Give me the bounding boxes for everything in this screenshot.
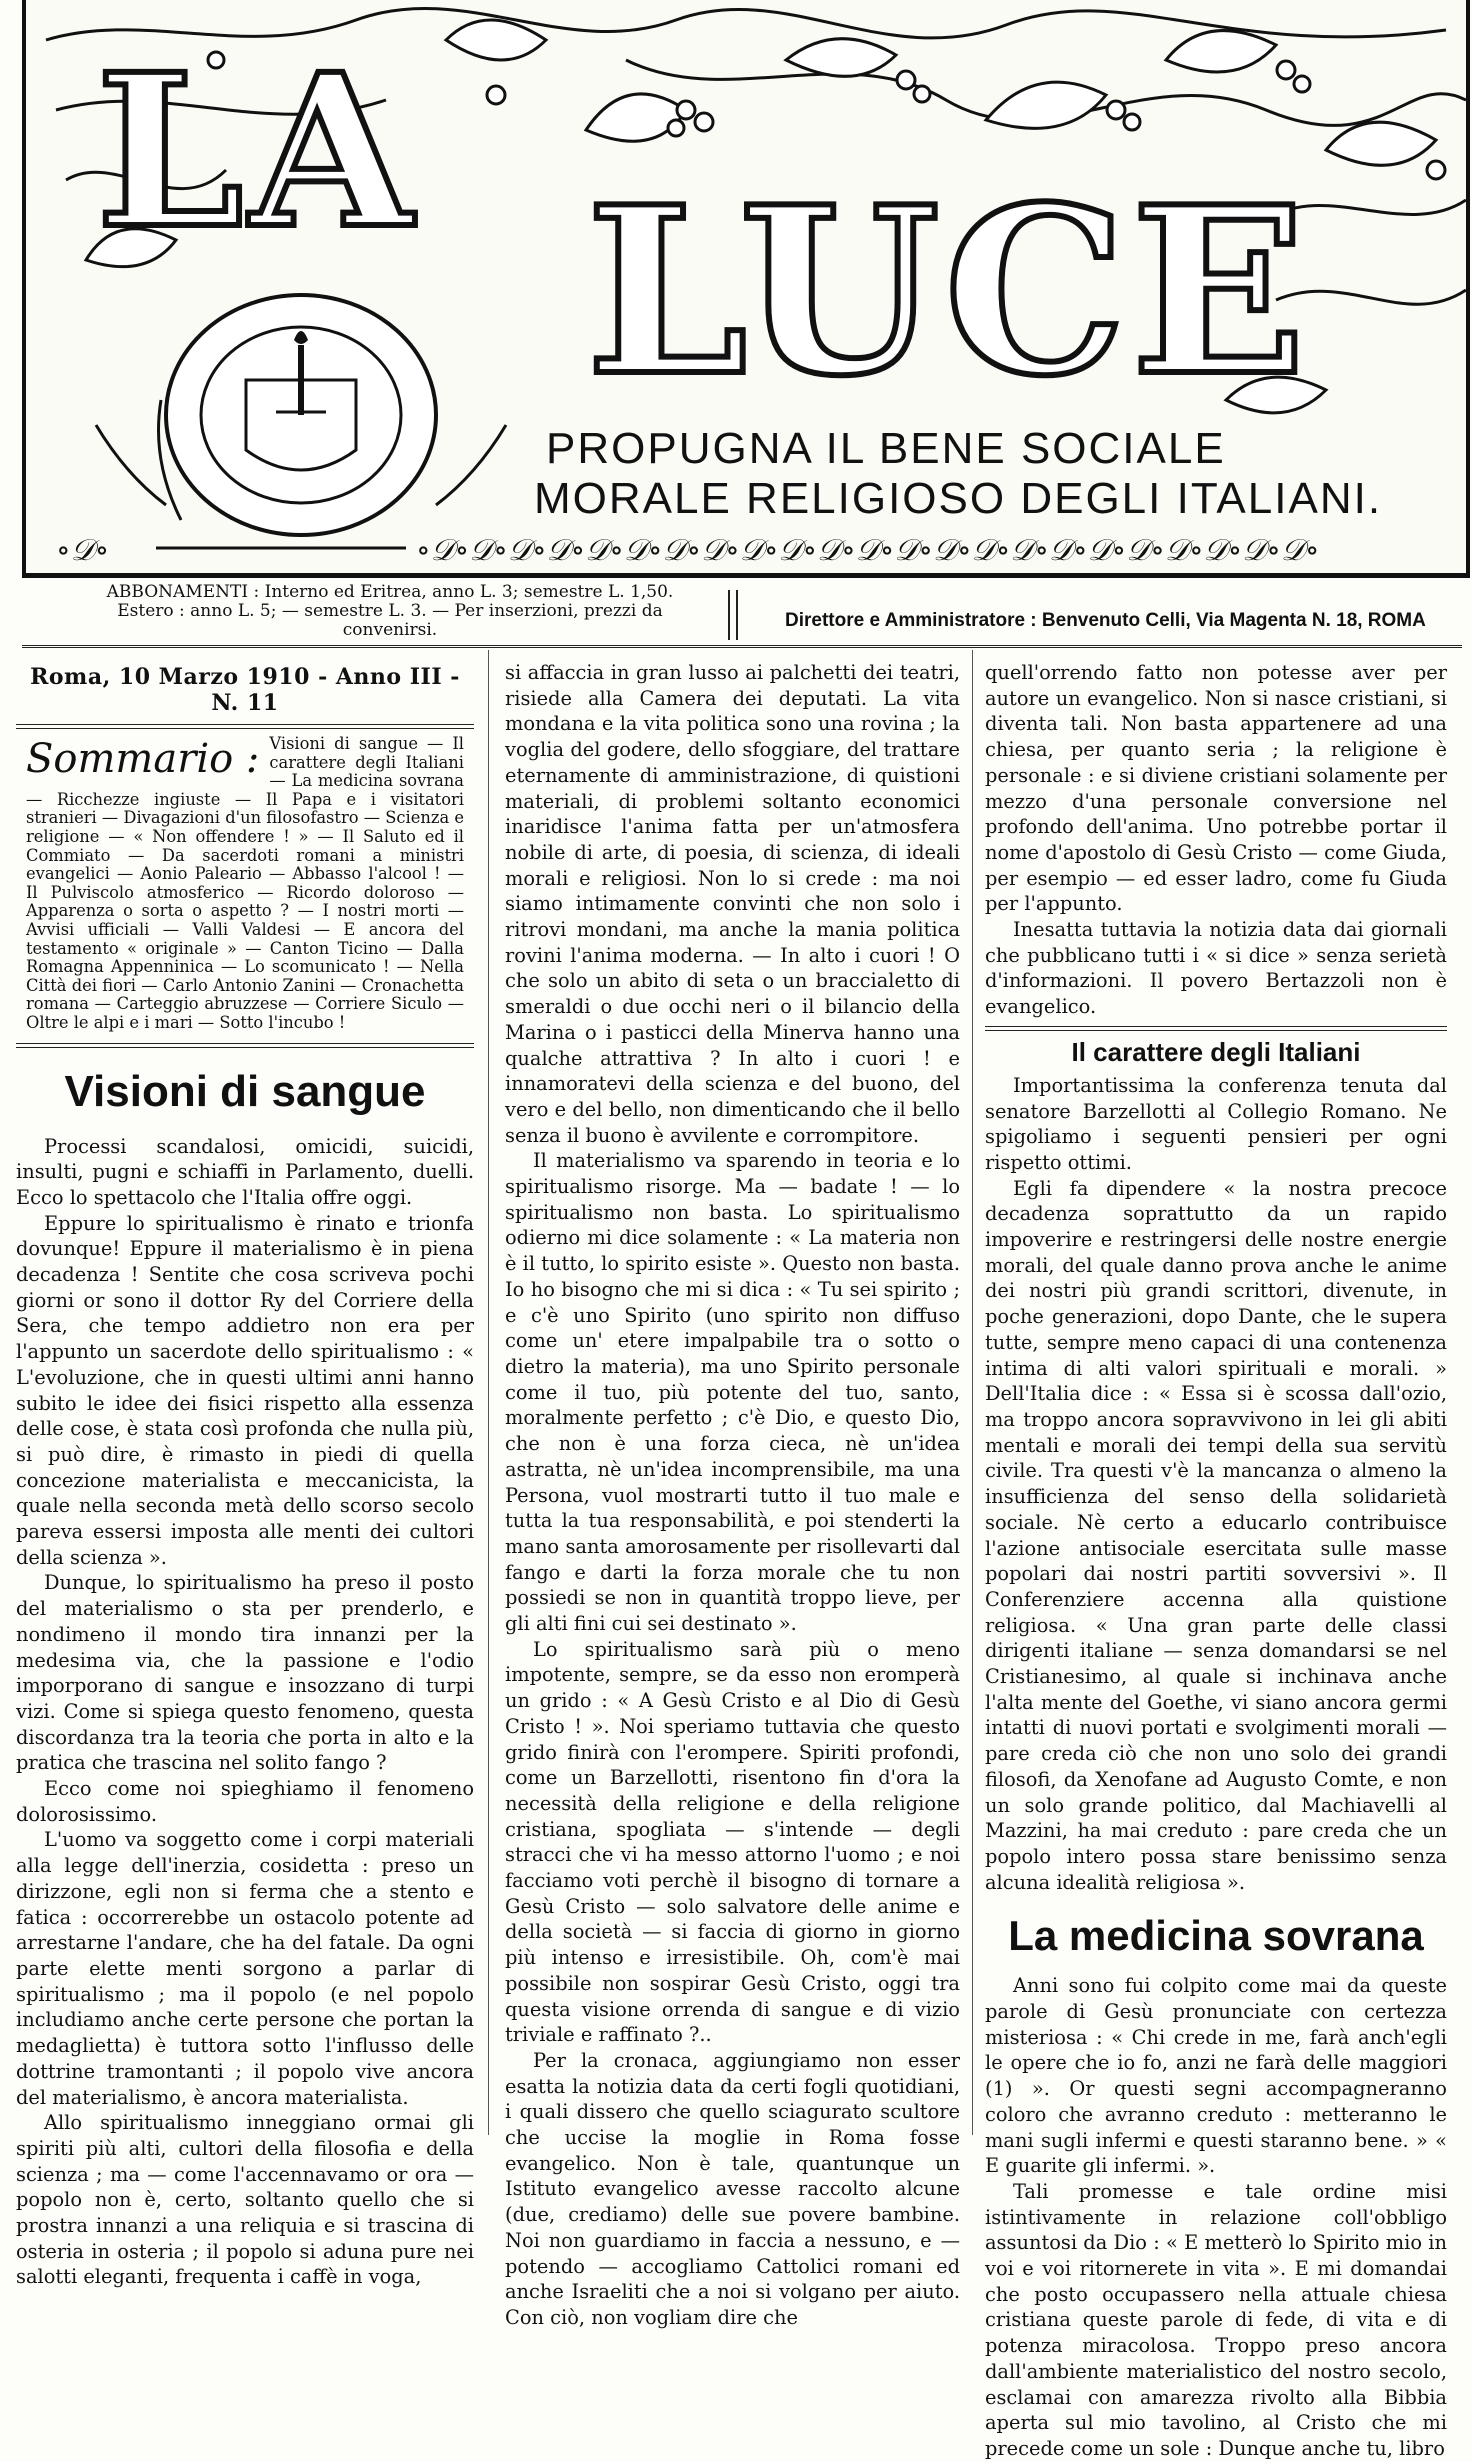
paragraph: Tali promesse e tale ordine misi istintivamente in relazione coll'obbligo assuntosi da Dio : « E metterò lo Spirito mio in voi e voi ritornerete in vita ». E mi domandai che posto occupassero nella attuale chiesa cristiana queste parole di fede, di vita e di potenza miracolosa. Troppo preso ancora dall'ambiente materialistico del nostro secolo, esclamai con amarezza rivolto alla Bibbia aperta sul mio tavolino, al Cristo che mi precede come un sole : Dunque anche tu, libro bbox=[985, 2179, 1447, 2460]
paragraph: Processi scandalosi, omicidi, suicidi, insulti, pugni e schiaffi in Parlamento, duelli. Ecco lo spettacolo che l'Italia offre oggi. bbox=[16, 1134, 474, 1209]
column-1 bbox=[16, 660, 474, 2290]
column-3 bbox=[985, 660, 1447, 2462]
strip-divider bbox=[728, 590, 738, 640]
paragraph: Allo spiritualismo inneggiano ormai gli spiriti più alti, cultori della filosofia e della scienza ; ma — come l'accennavamo or ora — popolo non è, certo, soltanto quello che si prostra innanzi a una reliquia e si trascina di osteria in osteria ; il popolo si aduna pure nei salotti eleganti, frequenta i caffè in voga, bbox=[16, 2111, 474, 2289]
seal-emblem bbox=[96, 295, 506, 535]
article-title-medicina: La medicina sovrana bbox=[1008, 1912, 1424, 1960]
article-title-visioni: Visioni di sangue bbox=[64, 1066, 426, 1116]
column-rule-1 bbox=[488, 650, 489, 2135]
paragraph: Dunque, lo spiritualismo ha preso il posto del materialismo o sta per prenderlo, e nondimeno il mondo tira innanzi per la medesima via, che la passione e l'odio imporporano di sangue e insozzano di turpi vizi. Come si spiega questo fenomeno, questa discordanza tra la teoria che porta in alto e la pratica che trascina nel solito fango ? bbox=[16, 1571, 474, 1775]
svg-text:∘𝒟∘: ∘𝒟∘ bbox=[56, 533, 110, 568]
title-la: LA bbox=[96, 28, 419, 275]
strip-rule bbox=[22, 645, 1462, 648]
paragraph: Egli fa dipendere « la nostra precoce decadenza soprattutto da un rapido impoverire e restringersi delle nostre energie morali, del quale danno prova anche le anime dei nostri più grandi scrittori, divenute, in poche generazioni, dopo Dante, che le supera tutte, sempre meno capaci di una contenenza intima di alti valori spirituali e morali. » Dell'Italia dice : « Essa si è scossa dall'ozio, ma troppo ancora sopravvivono in lei gli abiti mentali e morali dei tempi della sua servitù civile. Tra questi v'è la mancanza o almeno la insufficienza del senso della solidarietà sociale. Nè certo a educarlo contribuisce l'azione antisociale esercitata sulle masse popolari dai nostri partiti sovversivi ». Il Conferenziere accenna alla quistione religiosa. « Una gran parte delle classi dirigenti italiane — senza domandarsi se nel Cristianesimo, al quale si inchinava anche l'alta mente del Goethe, vi siano ancora germi intatti di nuovi portati e svolgimenti morali — pare creda ciò che non uno solo dei grandi filosofi, da Xenofane ad Augusto Comte, e non un solo grande politico, dal Machiavelli al Mazzini, ha mai creduto : pare creda che un popolo intero possa stare benissimo senza alcuna idealità religiosa ». bbox=[985, 1176, 1447, 1894]
paragraph: Anni sono fui colpito come mai da queste parole di Gesù pronunciate con certezza misteriosa : « Chi crede in me, farà anch'egli le opere che io fo, anzi ne farà delle maggiori (1) ». Or questi segni accompagneranno coloro che avranno creduto : metteranno le mani sugli infermi e questi staranno bene. » « E guarite gli infermi. ». bbox=[985, 1974, 1447, 2178]
column-2 bbox=[505, 660, 960, 2331]
svg-text:∘𝒟∘𝒟∘𝒟∘𝒟∘𝒟∘𝒟∘𝒟∘𝒟∘𝒟∘𝒟: ∘𝒟∘𝒟∘𝒟∘𝒟∘𝒟∘𝒟∘𝒟∘𝒟∘𝒟∘𝒟∘𝒟∘𝒟∘𝒟∘𝒟∘𝒟∘𝒟∘𝒟∘𝒟∘𝒟∘𝒟∘𝒟∘𝒟∘𝒟∘ bbox=[416, 533, 1320, 568]
motto-line-1: PROPUGNA IL BENE SOCIALE bbox=[546, 424, 1226, 473]
paragraph: Ecco come noi spieghiamo il fenomeno dolorosissimo. bbox=[16, 1777, 474, 1826]
dateline: Roma, 10 Marzo 1910 - Anno III - N. 11 bbox=[30, 664, 460, 716]
paragraph: Inesatta tuttavia la notizia data dai giornali che pubblicano tutti i « si dice » senza serietà d'informazioni. Il povero Bertazzoli non è evangelico. bbox=[985, 918, 1447, 1019]
title-luce: LUCE bbox=[586, 157, 1311, 427]
paragraph: Eppure lo spiritualismo è rinato e trionfa dovunque! Eppure il materialismo è in piena decadenza ! Sentite che cosa scriveva pochi giorni or sono il dottor Ry del Corriere della Sera, che tempo addietro non era per l'appunto un sacerdote dello spiritualismo : « L'evoluzione, che in questi ultimi anni hanno subito le idee dei fisici rispetto alla essenza delle cose, è stata così profonda che nulla più, si può dire, è rimasto in piedi di quella concezione materialista e meccanicista, la quale nella seconda metà dello scorso secolo pareva essersi imposta alle menti dei cultori della scienza ». bbox=[16, 1211, 474, 1569]
sommario-label: Sommario : bbox=[26, 736, 260, 782]
editor-line: Direttore e Amministratore : Benvenuto Celli, Via Magenta N. 18, ROMA bbox=[785, 610, 1426, 631]
article-title-carattere: Il carattere degli Italiani bbox=[1071, 1036, 1361, 1067]
paragraph: si affaccia in gran lusso ai palchetti dei teatri, risiede alla Camera dei deputati. La vita mondana e la vita politica sono una rovina ; la voglia del godere, dello sfoggiare, del trattare eternamente di amministrazione, di quistioni materiali, di problemi soltanto economici inaridisce l'anima fatta per un'atmosfera nobile di arte, di poesia, di scienza, di ideali morali e religiosi. Non lo si crede : ma noi siamo intimamente convinti che non solo i ritrovi mondani, ma anche la mania politica rovini l'anima moderna. — In alto i cuori ! O che solo un abito di seta o un braccialetto di smeraldi o due occhi neri o il bilancio della Marina o i pasticci della Minerva hanno una qualche attrattiva ? In alto i cuori ! e innamoratevi della scienza e del buono, del vero e del bello, non dimenticando che il bello senza il buono è avvilente e corrompitore. bbox=[505, 661, 960, 1147]
paragraph: L'uomo va soggetto come i corpi materiali alla legge dell'inerzia, cosidetta : preso un dirizzone, egli non si ferma che a stento e fatica : occorrerebbe un ostacolo potente ad arrestarne l'andare, che ha del fatale. Da ogni parte elette menti sorgono a parlar di spiritualismo ; ma il popolo (e nel popolo includiamo anche certe persone che portan la medaglietta) è tuttora sotto l'influsso delle dottrine tramontanti ; il popolo vive ancora del materialismo, è ancora materialista. bbox=[16, 1828, 474, 2109]
column-rule-2 bbox=[972, 650, 973, 2135]
ornament-border bbox=[56, 533, 1320, 568]
subscription-line-2: Estero : anno L. 5; — semestre L. 3. — Per inserzioni, prezzi da convenirsi. bbox=[117, 601, 663, 640]
paragraph: Lo spiritualismo sarà più o meno impotente, sempre, se da esso non eromperà un grido : « A Gesù Cristo e al Dio di Gesù Cristo ! ». Noi speriamo tuttavia che questo grido finirà con l'erompere. Spiriti profondi, come un Barzellotti, risentono fin d'ora la necessità della religione e della religione cristiana, spogliata — s'intende — degli stracci che vi ha messo attorno l'uomo ; e noi facciamo voti perchè il bisogno di tornare a Gesù Cristo — solo salvatore delle anime e della società — si faccia di giorno in giorno più intenso e irresistibile. Oh, com'è mai possibile non sospirar Gesù Cristo, oggi tra questa visione orrenda di sangue e di vizio triviale e raffinato ?.. bbox=[505, 1637, 960, 2047]
subscription-info bbox=[70, 583, 710, 640]
motto-line-2: MORALE RELIGIOSO DEGLI ITALIANI. bbox=[534, 474, 1383, 523]
separator bbox=[16, 724, 474, 729]
sommario bbox=[26, 735, 464, 1033]
subscription-line-1: ABBONAMENTI : Interno ed Eritrea, anno L. 3; semestre L. 1,50. bbox=[106, 582, 674, 602]
paragraph: Per la cronaca, aggiungiamo non esser esatta la notizia data da certi fogli quotidiani, i quali dissero che quello sciagurato scultore che uccise la moglie in Roma fosse evangelico. Non è tale, quantunque un Istituto evangelico avesse raccolto alcune (due, crediamo) delle sue povere bambine. Noi non guardiamo in faccia a nessuno, e — potendo — accogliamo Cattolici romani ed anche Israeliti che a noi si volgano per aiuto. Con ciò, non vogliam dire che bbox=[505, 2048, 960, 2329]
paragraph: quell'orrendo fatto non potesse aver per autore un evangelico. Non si nasce cristiani, si diventa tali. Non basta appartenere ad una chiesa, per quanto seria ; la religione è personale : e si diviene cristiani solamente per mezzo d'una personale conversione nel profondo dell'anima. Uno potrebbe portar il nome d'apostolo di Gesù Cristo — come Giuda, per esempio — ed esser ladro, come fu Giuda per l'appunto. bbox=[985, 661, 1447, 916]
paragraph: Importantissima la conferenza tenuta dal senatore Barzellotti al Collegio Romano. Ne spigoliamo i seguenti pensieri per ogni rispetto ottimi. bbox=[985, 1073, 1447, 1174]
masthead bbox=[22, 0, 1470, 578]
separator bbox=[16, 1043, 474, 1048]
sommario-text: Visioni di sangue — Il carattere degli Italiani — La medicina sovrana — Ricchezze ingiuste — Il Papa e i visitatori stranieri — Divagazioni d'un filosofastro — Scienza e religione — « Non offendere ! » — Il Saluto ed il Commiato — Da sacerdoti romani a ministri evangelici — Aonio Paleario — Abbasso l'alcool ! — Il Pulviscolo atmosferico — Ricordo doloroso — Apparenza o sorta o aspetto ? — I nostri morti — Avvisi ufficiali — Valli Valdesi — E ancora del testamento « originale » — Canton Ticino — Dalla Romagna Appenninica — Lo scomunicato ! — Nella Città dei fiori — Carlo Antonio Zanini — Cronachetta romana — Carteggio abruzzese — Corriere Siculo — Oltre le alpi e i mari — Sotto l'incubo ! bbox=[26, 734, 464, 1032]
paragraph: Il materialismo va sparendo in teoria e lo spiritualismo risorge. Ma — badate ! — lo spiritualismo non basta. Lo spiritualismo odierno mi dice solamente : « La materia non è il tutto, lo spirito esiste ». Questo non basta. Io ho bisogno che mi si dica : « Tu sei spirito ; e c'è uno Spirito (uno spirito non diffuso come un' etere impalpabile tra o sotto o dietro la materia), ma uno Spirito personale come il tuo, più potente del tuo, santo, moralmente perfetto ; c'è Dio, e questo Dio, che non è una forza cieca, nè un'idea astratta, nè un'idea incomprensibile, ma una Persona, vuol mostrarti tutto il tuo male e tutta la tua responsabilità, e poi stenderti la mano santa amorosamente per risollevarti dal fango e darti la forza morale che tu non possiedi se non in quantità troppo lieve, per gli alti fini cui sei destinato ». bbox=[505, 1149, 960, 1636]
separator bbox=[985, 1026, 1447, 1031]
